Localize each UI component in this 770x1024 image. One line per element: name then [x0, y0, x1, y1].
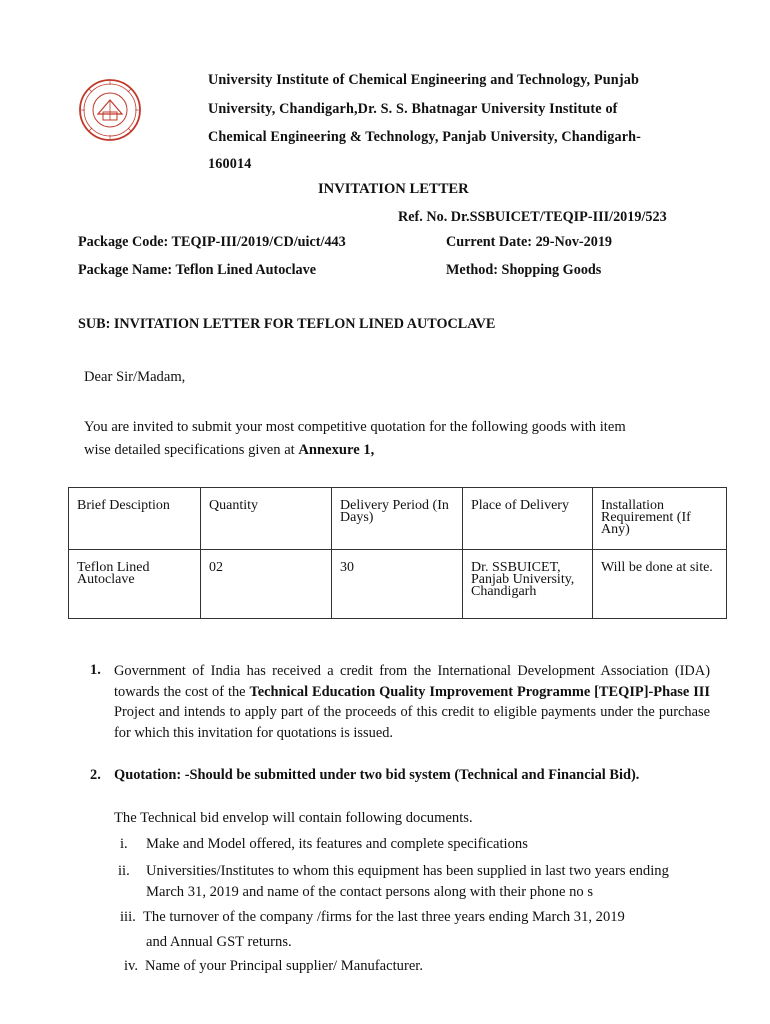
- annexure-reference: Annexure 1,: [298, 442, 375, 458]
- header-delivery-period: Delivery Period (In Days): [332, 488, 463, 550]
- intro-text: wise detailed specifications given at: [84, 442, 299, 458]
- list-item: Make and Model offered, its features and complete specifications: [146, 836, 528, 852]
- intro-line-1: You are invited to submit your most competitive quotation for the following goods with item: [84, 419, 626, 435]
- specification-table: [68, 487, 727, 619]
- salutation: Dear Sir/Madam,: [84, 369, 186, 385]
- list-item-marker: ii.: [118, 863, 130, 879]
- cell-place-of-delivery: Dr. SSBUICET, Panjab University, Chandigarh: [463, 550, 593, 619]
- list-item-marker: iii.: [120, 909, 136, 925]
- procurement-method: Method: Shopping Goods: [446, 262, 602, 278]
- header-quantity: Quantity: [201, 488, 332, 550]
- cell-quantity: 02: [201, 550, 332, 619]
- list-item-marker: i.: [120, 836, 128, 852]
- list-item: Name of your Principal supplier/ Manufacturer.: [145, 958, 424, 974]
- university-seal-logo: [78, 78, 142, 142]
- header-description: Brief Desciption: [69, 488, 201, 550]
- list-item-continuation: March 31, 2019 and name of the contact persons along with their phone no s: [146, 884, 594, 900]
- clause-2-heading: Quotation: -Should be submitted under two bid system (Technical and Financial Bid).: [114, 767, 640, 783]
- institution-line-3: Chemical Engineering & Technology, Panjab University, Chandigarh-: [208, 129, 642, 145]
- header-installation: Installation Requirement (If Any): [593, 488, 727, 550]
- table-header-row: [69, 488, 727, 550]
- clause-1-text: [114, 661, 710, 744]
- package-name: Package Name: Teflon Lined Autoclave: [78, 262, 317, 278]
- header-place-of-delivery: Place of Delivery: [463, 488, 593, 550]
- institution-line-2: University, Chandigarh,Dr. S. S. Bhatnagar University Institute of: [208, 101, 618, 117]
- institution-line-1: University Institute of Chemical Engineering and Technology, Punjab: [208, 72, 639, 88]
- clause-2-intro: The Technical bid envelop will contain following documents.: [114, 810, 473, 826]
- list-item: Universities/Institutes to whom this equipment has been supplied in last two years ending: [146, 863, 669, 879]
- clause-1-number: 1.: [90, 662, 101, 678]
- table-row: [69, 550, 727, 619]
- institution-line-4: 160014: [208, 156, 252, 172]
- cell-description: Teflon Lined Autoclave: [69, 550, 201, 619]
- clause-1-text-b: Project and intends to apply part of the proceeds of this credit to eligible payments under the purchase for which this invitation for quotations is issued.: [114, 704, 710, 742]
- list-item: The turnover of the company /firms for the last three years ending March 31, 2019: [143, 909, 625, 925]
- letter-title: INVITATION LETTER: [318, 181, 469, 197]
- clause-1-programme: Technical Education Quality Improvement Programme [TEQIP]-Phase III: [249, 683, 710, 700]
- list-item-continuation: and Annual GST returns.: [146, 934, 292, 950]
- list-item-marker: iv.: [124, 958, 139, 974]
- cell-installation: Will be done at site.: [593, 550, 727, 619]
- subject-line: SUB: INVITATION LETTER FOR TEFLON LINED AUTOCLAVE: [78, 316, 496, 332]
- clause-2-number: 2.: [90, 767, 101, 783]
- cell-delivery-period: 30: [332, 550, 463, 619]
- intro-line-2: [84, 442, 374, 459]
- clause-1-text-a: Government of India has received a credit from the International Development Association (IDA) towards the cost of the: [114, 663, 710, 700]
- reference-number: Ref. No. Dr.SSBUICET/TEQIP-III/2019/523: [398, 209, 667, 225]
- current-date: Current Date: 29-Nov-2019: [446, 234, 613, 250]
- package-code: Package Code: TEQIP-III/2019/CD/uict/443: [78, 234, 346, 250]
